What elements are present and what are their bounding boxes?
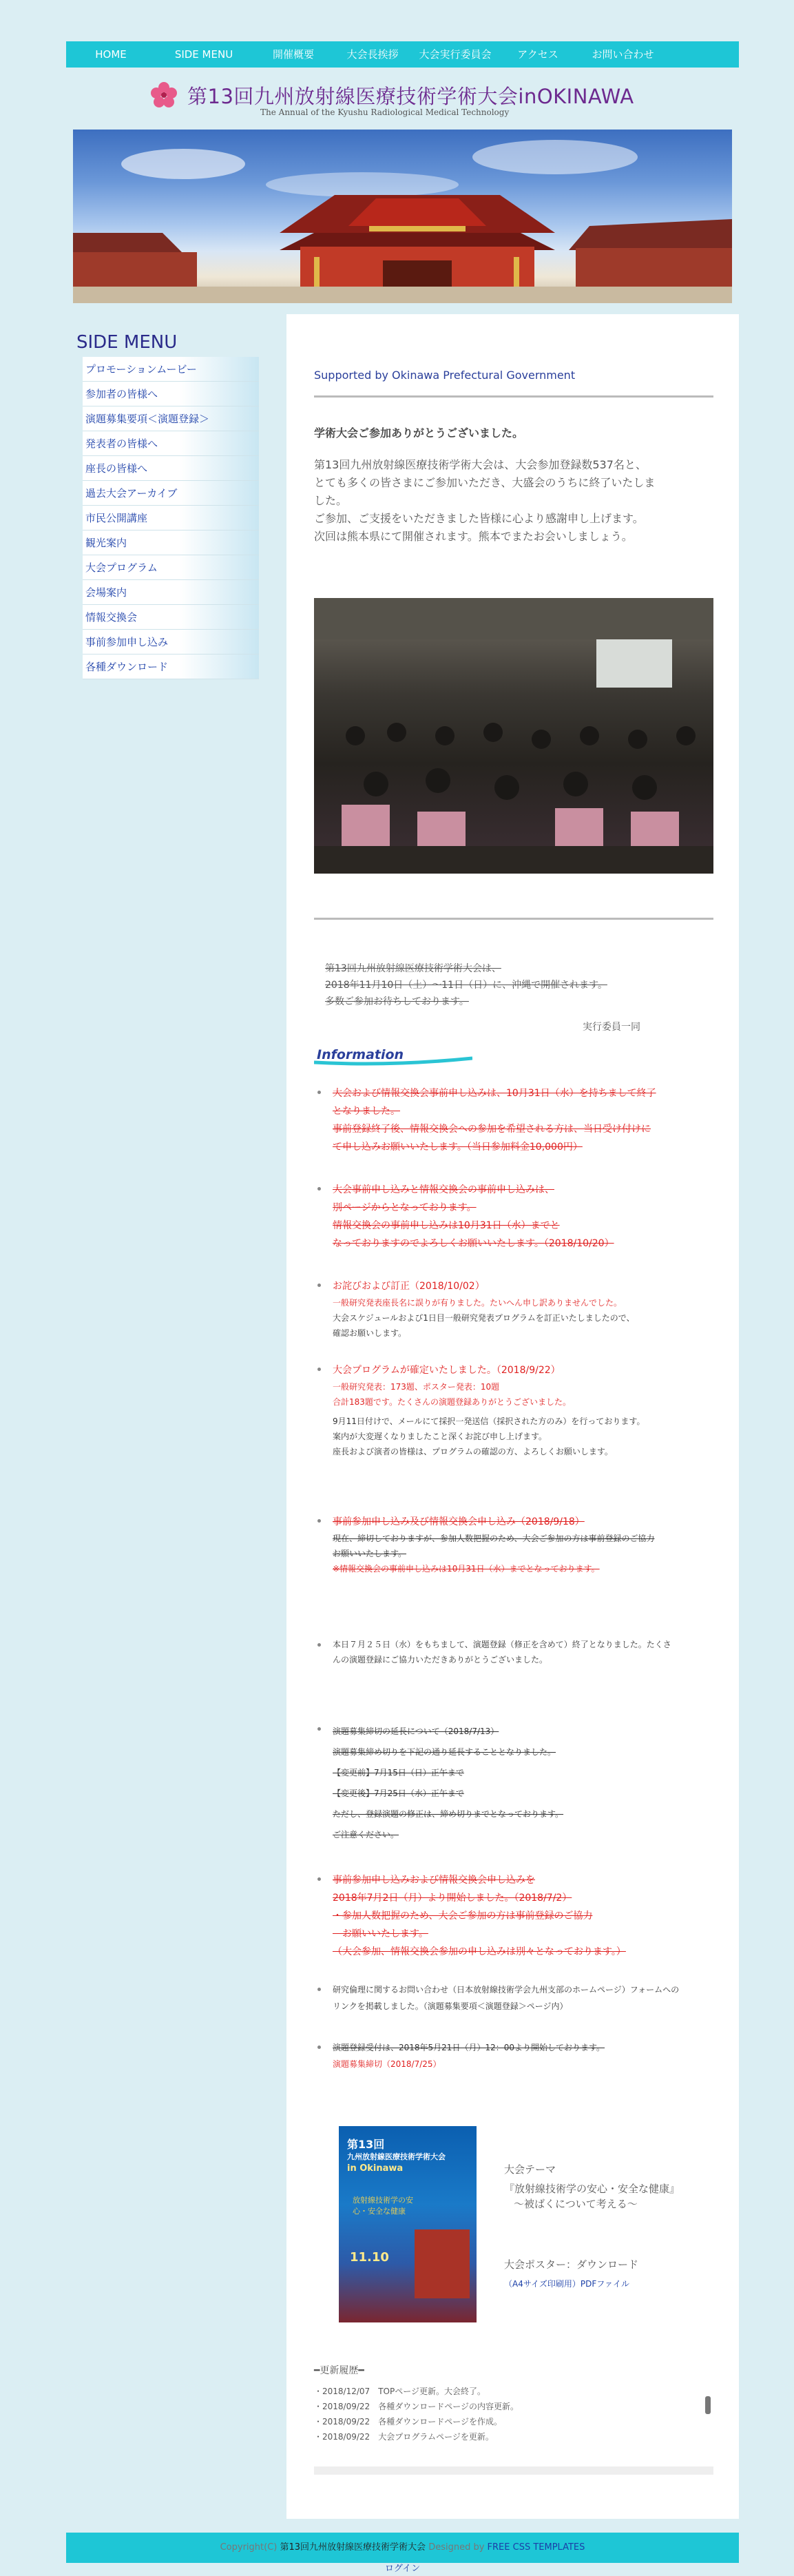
thanks-line: とても多くの皆さまにご参加いただき、大盛会のうちに終了いたしま bbox=[314, 476, 656, 489]
info-line: 事前登録終了後、情報交換会への参加を希望される方は、当日受け付けに bbox=[333, 1124, 651, 1135]
footer-template-link[interactable]: FREE CSS TEMPLATES bbox=[487, 2542, 585, 2553]
divider bbox=[314, 918, 713, 920]
castle-illustration bbox=[73, 130, 732, 303]
poster-pdf-link[interactable]: （A4サイズ印刷用）PDFファイル bbox=[504, 2279, 630, 2289]
bullet bbox=[317, 1091, 321, 1094]
info-line: 演題募集締切（2018/7/25） bbox=[333, 2059, 441, 2069]
info-line: ※情報交換会の事前申し込みは10月31日（水）までとなっております。 bbox=[333, 1564, 600, 1574]
side-item-presenters bbox=[83, 431, 259, 456]
side-link-public-lecture[interactable]: 市民公開講座 bbox=[85, 512, 148, 524]
footer bbox=[66, 2533, 739, 2563]
info-line: なっておりますのでよろしくお願いいたします。（2018/10/20） bbox=[333, 1238, 614, 1249]
side-link-abstracts[interactable]: 演題募集要項＜演題登録＞ bbox=[85, 413, 210, 425]
footer-org: 第13回九州放射線医療技術学術大会 bbox=[280, 2542, 426, 2553]
side-item-promo bbox=[83, 357, 259, 382]
info-line: 一般研究発表：173題、ポスター発表：10題 bbox=[333, 1382, 500, 1392]
footer-copyright: Copyright(C) bbox=[220, 2542, 278, 2553]
history-horizontal-scrollbar[interactable] bbox=[314, 2466, 713, 2475]
poster-date: 11.10 bbox=[350, 2250, 389, 2265]
info-line: 演題募集締め切りを下記の通り延長することとなりました。 bbox=[333, 1747, 556, 1757]
info-line: 【変更後】7月25日（水）正午まで bbox=[333, 1789, 464, 1798]
info-line: 本日７月２５日（水）をもちまして、演題登録（修正を含めて）終了となりました。たくさ bbox=[333, 1640, 671, 1649]
info-line: 【変更前】7月15日（日）正午まで bbox=[333, 1768, 464, 1778]
thanks-heading: 学術大会ご参加ありがとうございました。 bbox=[314, 426, 524, 440]
bullet bbox=[317, 1368, 321, 1371]
info-item bbox=[317, 1361, 717, 1459]
announce-text bbox=[325, 960, 724, 1010]
history-text: TOPページ更新。大会終了。 bbox=[378, 2387, 485, 2396]
bullet bbox=[317, 1727, 321, 1731]
side-link-sightseeing[interactable]: 観光案内 bbox=[85, 537, 127, 549]
announce-line: 第13回九州放射線医療技術学術大会は、 bbox=[325, 963, 501, 974]
side-menu-heading: SIDE MENU bbox=[76, 332, 178, 353]
hero-castle-image bbox=[73, 130, 732, 303]
info-line: 演題登録受付は、2018年5月21日（月）12：00より開始しております。 bbox=[333, 2043, 605, 2052]
theme-label: 大会テーマ bbox=[504, 2163, 556, 2176]
info-line: て申し込みお願いいたします。（当日参加料金10,000円） bbox=[333, 1142, 583, 1153]
history-text: 各種ダウンロードページの内容更新。 bbox=[378, 2402, 519, 2411]
history-row bbox=[314, 2414, 713, 2429]
side-item-chairs bbox=[83, 456, 259, 481]
info-line: 現在、締切しておりますが、参加人数把握のため、大会ご参加の方は事前登録のご協力 bbox=[333, 1534, 655, 1543]
nav-access[interactable]: アクセス bbox=[517, 48, 558, 61]
site-header bbox=[66, 68, 739, 130]
info-title: 大会プログラムが確定いたしました。（2018/9/22） bbox=[333, 1365, 561, 1376]
info-line: 2018年7月2日（月）より開始しました。（2018/7/2） bbox=[333, 1893, 572, 1904]
history-date: ・2018/09/22 bbox=[314, 2402, 370, 2411]
info-line: 研究倫理に関するお問い合わせ（日本放射線技術学会九州支部のホームページ）フォームへの bbox=[333, 1985, 680, 1995]
information-title: Information bbox=[317, 1047, 404, 1062]
poster-castle-graphic bbox=[415, 2229, 470, 2298]
committee-signature: 実行委員一同 bbox=[583, 1022, 640, 1033]
side-item-sightseeing bbox=[83, 530, 259, 555]
announce-line: 2018年11月10日（土）～11日（日）に、沖縄で開催されます。 bbox=[325, 980, 607, 991]
side-link-preregistration[interactable]: 事前参加申し込み bbox=[85, 636, 169, 648]
side-item-participants bbox=[83, 382, 259, 406]
bullet bbox=[317, 1643, 321, 1647]
nav-overview[interactable]: 開催概要 bbox=[272, 48, 314, 61]
side-link-participants[interactable]: 参加者の皆様へ bbox=[85, 388, 158, 400]
poster-number: 第13回 bbox=[347, 2138, 385, 2151]
nav-contact[interactable]: お問い合わせ bbox=[592, 48, 654, 61]
information-banner bbox=[314, 1046, 713, 1067]
theme-subtitle: ～被ばくについて考える～ bbox=[514, 2198, 638, 2210]
side-item-public-lecture bbox=[83, 506, 259, 530]
page-wrapper bbox=[66, 0, 739, 2576]
info-item bbox=[317, 1721, 717, 1845]
side-link-program[interactable]: 大会プログラム bbox=[85, 561, 158, 574]
side-link-presenters[interactable]: 発表者の皆様へ bbox=[85, 437, 158, 450]
top-nav bbox=[66, 41, 739, 68]
bullet bbox=[317, 2046, 321, 2049]
side-link-downloads[interactable]: 各種ダウンロード bbox=[85, 661, 169, 673]
history-row bbox=[314, 2429, 713, 2444]
info-line: 情報交換会の事前申し込みは10月31日（水）までと bbox=[333, 1220, 560, 1231]
history-row bbox=[314, 2399, 713, 2414]
info-item bbox=[317, 1084, 717, 1156]
info-item bbox=[317, 1871, 717, 1961]
nav-committee[interactable]: 大会実行委員会 bbox=[419, 48, 492, 61]
side-item-exchange bbox=[83, 605, 259, 630]
site-title: 第13回九州放射線医療技術学術大会inOKINAWA bbox=[187, 85, 634, 108]
thanks-text bbox=[314, 456, 713, 546]
side-link-promo[interactable]: プロモーションムービー bbox=[85, 363, 197, 375]
nav-side-menu[interactable]: SIDE MENU bbox=[174, 48, 233, 61]
thanks-line: ご参加、ご支援をいただきました皆様に心より感謝申し上げます。 bbox=[314, 512, 644, 525]
history-title: ━更新履歴━ bbox=[314, 2365, 364, 2376]
info-line: んの演題登録にご協力いただきありがとうございました。 bbox=[333, 1655, 548, 1665]
thanks-line: 次回は熊本県にて開催されます。熊本でまたお会いしましょう。 bbox=[314, 530, 633, 543]
history-text: 各種ダウンロードページを作成。 bbox=[378, 2417, 502, 2426]
info-line: 大会スケジュールおよび1日目一般研究発表プログラムを訂正いたしましたので、 bbox=[333, 1313, 635, 1323]
info-line: 事前参加申し込みおよび情報交換会申し込みを bbox=[333, 1875, 535, 1886]
info-line: となりました。 bbox=[333, 1106, 400, 1117]
history-scrollbar[interactable] bbox=[705, 2396, 711, 2414]
side-menu bbox=[66, 314, 286, 2519]
side-link-venue[interactable]: 会場案内 bbox=[85, 586, 127, 599]
info-line: 別ページからとなっております。 bbox=[333, 1202, 477, 1213]
history-date: ・2018/12/07 bbox=[314, 2387, 370, 2396]
info-item bbox=[317, 2039, 717, 2072]
side-item-program bbox=[83, 555, 259, 580]
info-line: 確認お願いします。 bbox=[333, 1328, 407, 1338]
info-item bbox=[317, 1981, 717, 2015]
info-line: 合計183題です。たくさんの演題登録ありがとうございました。 bbox=[333, 1397, 571, 1407]
announce-line: 多数ご参加お待ちしております。 bbox=[325, 996, 469, 1007]
info-line: ただし、登録演題の修正は、締め切りまでとなっております。 bbox=[333, 1809, 564, 1819]
side-item-abstracts bbox=[83, 406, 259, 431]
side-link-exchange[interactable]: 情報交換会 bbox=[85, 611, 138, 624]
nav-home[interactable]: HOME bbox=[95, 48, 127, 61]
conference-photo bbox=[314, 598, 713, 874]
supported-by: Supported by Okinawa Prefectural Government bbox=[314, 369, 576, 382]
info-line: ご注意ください。 bbox=[333, 1830, 399, 1840]
side-link-chairs[interactable]: 座長の皆様へ bbox=[85, 462, 148, 475]
footer-designed: Designed by bbox=[428, 2542, 485, 2553]
side-item-downloads bbox=[83, 655, 259, 679]
bullet bbox=[317, 1877, 321, 1881]
audience-illustration bbox=[314, 598, 713, 874]
bullet bbox=[317, 1284, 321, 1287]
login-link[interactable]: ログイン bbox=[384, 2564, 421, 2574]
bullet bbox=[317, 1519, 321, 1523]
info-item bbox=[317, 1181, 717, 1253]
info-title: 事前参加申し込み及び情報交換会申し込み（2018/9/18） bbox=[333, 1516, 585, 1527]
history-date: ・2018/09/22 bbox=[314, 2417, 370, 2426]
conference-poster-image[interactable] bbox=[339, 2126, 477, 2322]
info-line: 座長および演者の皆様は、プログラムの確認の方、よろしくお願いします。 bbox=[333, 1447, 613, 1456]
divider bbox=[314, 395, 713, 398]
info-line: （大会参加、情報交換会参加の申し込みは別々となっております。） bbox=[333, 1946, 626, 1957]
theme-title: 『放射線技術学の安心・安全な健康』 bbox=[504, 2183, 680, 2195]
update-history-box[interactable] bbox=[314, 2384, 713, 2480]
side-menu-list bbox=[83, 357, 259, 679]
info-line: 一般研究発表座長名に誤りが有りました。たいへん申し訳ありませんでした。 bbox=[333, 1298, 623, 1308]
info-title: お詫びおよび訂正（2018/10/02） bbox=[333, 1281, 485, 1292]
poster-download-label: 大会ポスター：ダウンロード bbox=[504, 2258, 639, 2271]
history-text: 大会プログラムページを更新。 bbox=[378, 2432, 494, 2442]
side-item-venue bbox=[83, 580, 259, 605]
info-line: ・参加人数把握のため、大会ご参加の方は事前登録のご協力 bbox=[333, 1910, 593, 1921]
bullet bbox=[317, 1988, 321, 1991]
info-item bbox=[317, 1637, 717, 1667]
info-line: 大会および情報交換会事前申し込みは、10月31日（水）を持ちまして終了 bbox=[333, 1088, 656, 1099]
history-row bbox=[314, 2384, 713, 2399]
info-line: 9月11日付けで、メールにて採択一発送信（採択された方のみ）を行っております。 bbox=[333, 1416, 645, 1426]
poster-line1: 九州放射線医療技術学術大会 bbox=[347, 2152, 446, 2161]
info-line: 大会事前申し込みと情報交換会の事前申し込みは、 bbox=[333, 1184, 554, 1195]
info-line: リンクを掲載しました。（演題募集要項＜演題登録＞ページ内） bbox=[333, 2001, 568, 2011]
thanks-line: した。 bbox=[314, 494, 348, 507]
side-item-archive bbox=[83, 481, 259, 506]
info-item bbox=[317, 1513, 717, 1576]
thanks-line: 第13回九州放射線医療技術学術大会は、大会参加登録数537名と、 bbox=[314, 458, 647, 471]
hibiscus-logo-icon bbox=[150, 81, 178, 109]
poster-theme: 放射線技術学の安心・安全な健康 bbox=[353, 2196, 413, 2216]
bullet bbox=[317, 1187, 321, 1191]
site-subtitle: The Annual of the Kyushu Radiological Medical Technology bbox=[260, 107, 510, 117]
poster-line2: in Okinawa bbox=[347, 2163, 404, 2174]
side-link-archive[interactable]: 過去大会アーカイブ bbox=[85, 487, 178, 499]
side-item-preregistration bbox=[83, 630, 259, 655]
history-date: ・2018/09/22 bbox=[314, 2432, 370, 2442]
info-line: お願いいたします。 bbox=[333, 1549, 407, 1558]
main-content bbox=[286, 314, 739, 2519]
info-line: 演題募集締切の延長について（2018/7/13） bbox=[333, 1727, 499, 1736]
info-item bbox=[317, 1277, 717, 1341]
info-line: お願いいたします。 bbox=[333, 1928, 428, 1939]
info-line: 案内が大変遅くなりましたこと深くお詫び申し上げます。 bbox=[333, 1432, 547, 1441]
nav-greeting[interactable]: 大会長挨拶 bbox=[346, 48, 399, 61]
